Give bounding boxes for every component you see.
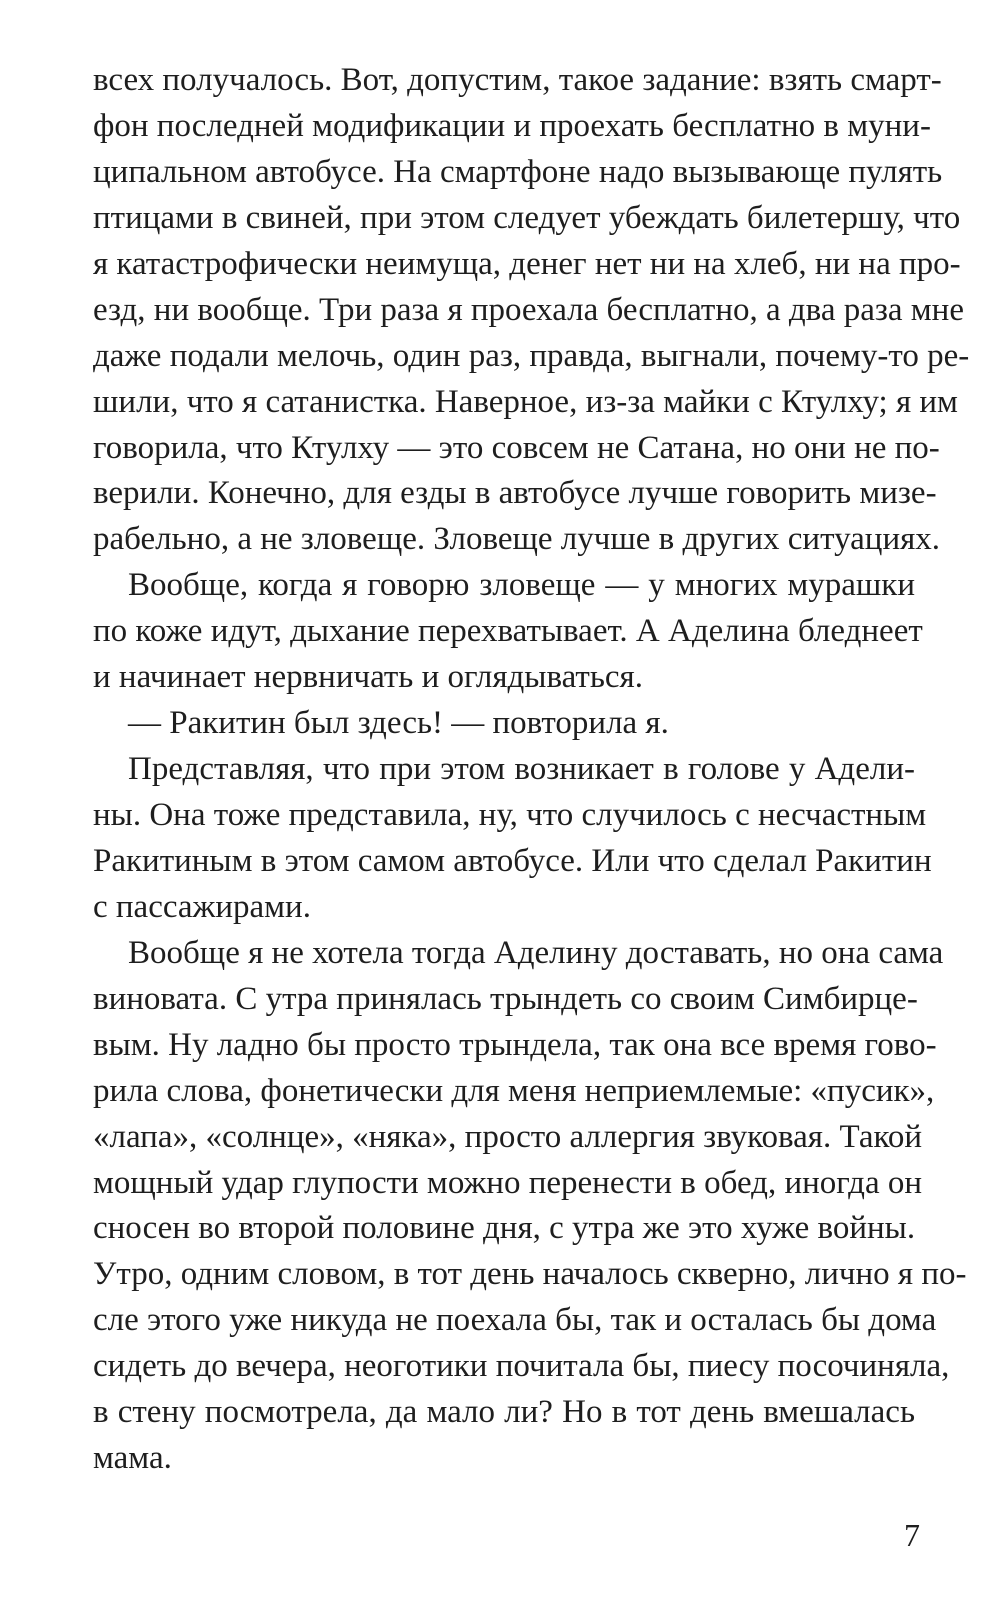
- text-line: виновата. С утра принялась трындеть со своим Симбирце-: [93, 980, 918, 1017]
- text-line: сле этого уже никуда не поехала бы, так и осталась бы дома: [93, 1302, 937, 1339]
- text-line: мама.: [93, 1440, 172, 1477]
- text-line: Утро, одним словом, в тот день началось скверно, лично я по-: [93, 1256, 967, 1293]
- text-line: рила слова, фонетически для меня неприемлемые: «пусик»,: [93, 1072, 935, 1109]
- text-line: рабельно, а не зловеще. Зловеще лучше в других ситуациях.: [93, 521, 941, 558]
- text-line: птицами в свиней, при этом следует убеждать билетершу, что: [93, 199, 961, 236]
- text-line: Вообще я не хотела тогда Аделину доставать, но она сама: [128, 934, 944, 971]
- text-line: в стену посмотрела, да мало ли? Но в тот день вмешалась: [93, 1394, 915, 1431]
- text-line: по коже идут, дыхание перехватывает. А Аделина бледнеет: [93, 613, 923, 650]
- text-line: фон последней модификации и проехать бесплатно в муни-: [93, 107, 931, 144]
- text-line: езд, ни вообще. Три раза я проехала бесплатно, а два раза мне: [93, 291, 964, 328]
- text-line: шили, что я сатанистка. Наверное, из-за майки с Ктулху; я им: [93, 383, 958, 420]
- text-line: вым. Ну ладно бы просто трындела, так она все время гово-: [93, 1026, 937, 1063]
- page-number: 7: [904, 1517, 920, 1553]
- body-text: [93, 58, 970, 1482]
- text-line: Ракитиным в этом самом автобусе. Или что сделал Ракитин: [93, 842, 932, 879]
- text-line: мощный удар глупости можно перенести в обед, иногда он: [93, 1164, 923, 1201]
- text-line: с пассажирами.: [93, 888, 311, 925]
- text-line: ны. Она тоже представила, ну, что случилось с несчастным: [93, 797, 927, 833]
- text-line: верили. Конечно, для езды в автобусе лучше говорить мизе-: [93, 475, 937, 512]
- text-line: Представляя, что при этом возникает в голове у Адели-: [128, 751, 915, 788]
- text-line: всех получалось. Вот, допустим, такое задание: взять смарт-: [93, 62, 942, 98]
- text-line: даже подали мелочь, один раз, правда, выгнали, почему-то ре-: [93, 337, 970, 374]
- text-line: я катастрофически неимуща, денег нет ни на хлеб, ни на про-: [93, 245, 961, 282]
- text-line: сидеть до вечера, неоготики почитала бы, пиесу посочиняла,: [93, 1348, 950, 1385]
- text-line: «лапа», «солнце», «няка», просто аллергия звуковая. Такой: [93, 1118, 922, 1155]
- text-line: и начинает нервничать и оглядываться.: [93, 659, 643, 696]
- text-line: — Ракитин был здесь! — повторила я.: [128, 705, 669, 742]
- text-line: сносен во второй половине дня, с утра же это хуже войны.: [93, 1210, 916, 1247]
- text-line: ципальном автобусе. На смартфоне надо вызывающе пулять: [93, 153, 943, 190]
- text-line: говорила, что Ктулху — это совсем не Сатана, но они не по-: [93, 429, 940, 466]
- text-line: Вообще, когда я говорю зловеще — у многих мурашки: [128, 567, 915, 604]
